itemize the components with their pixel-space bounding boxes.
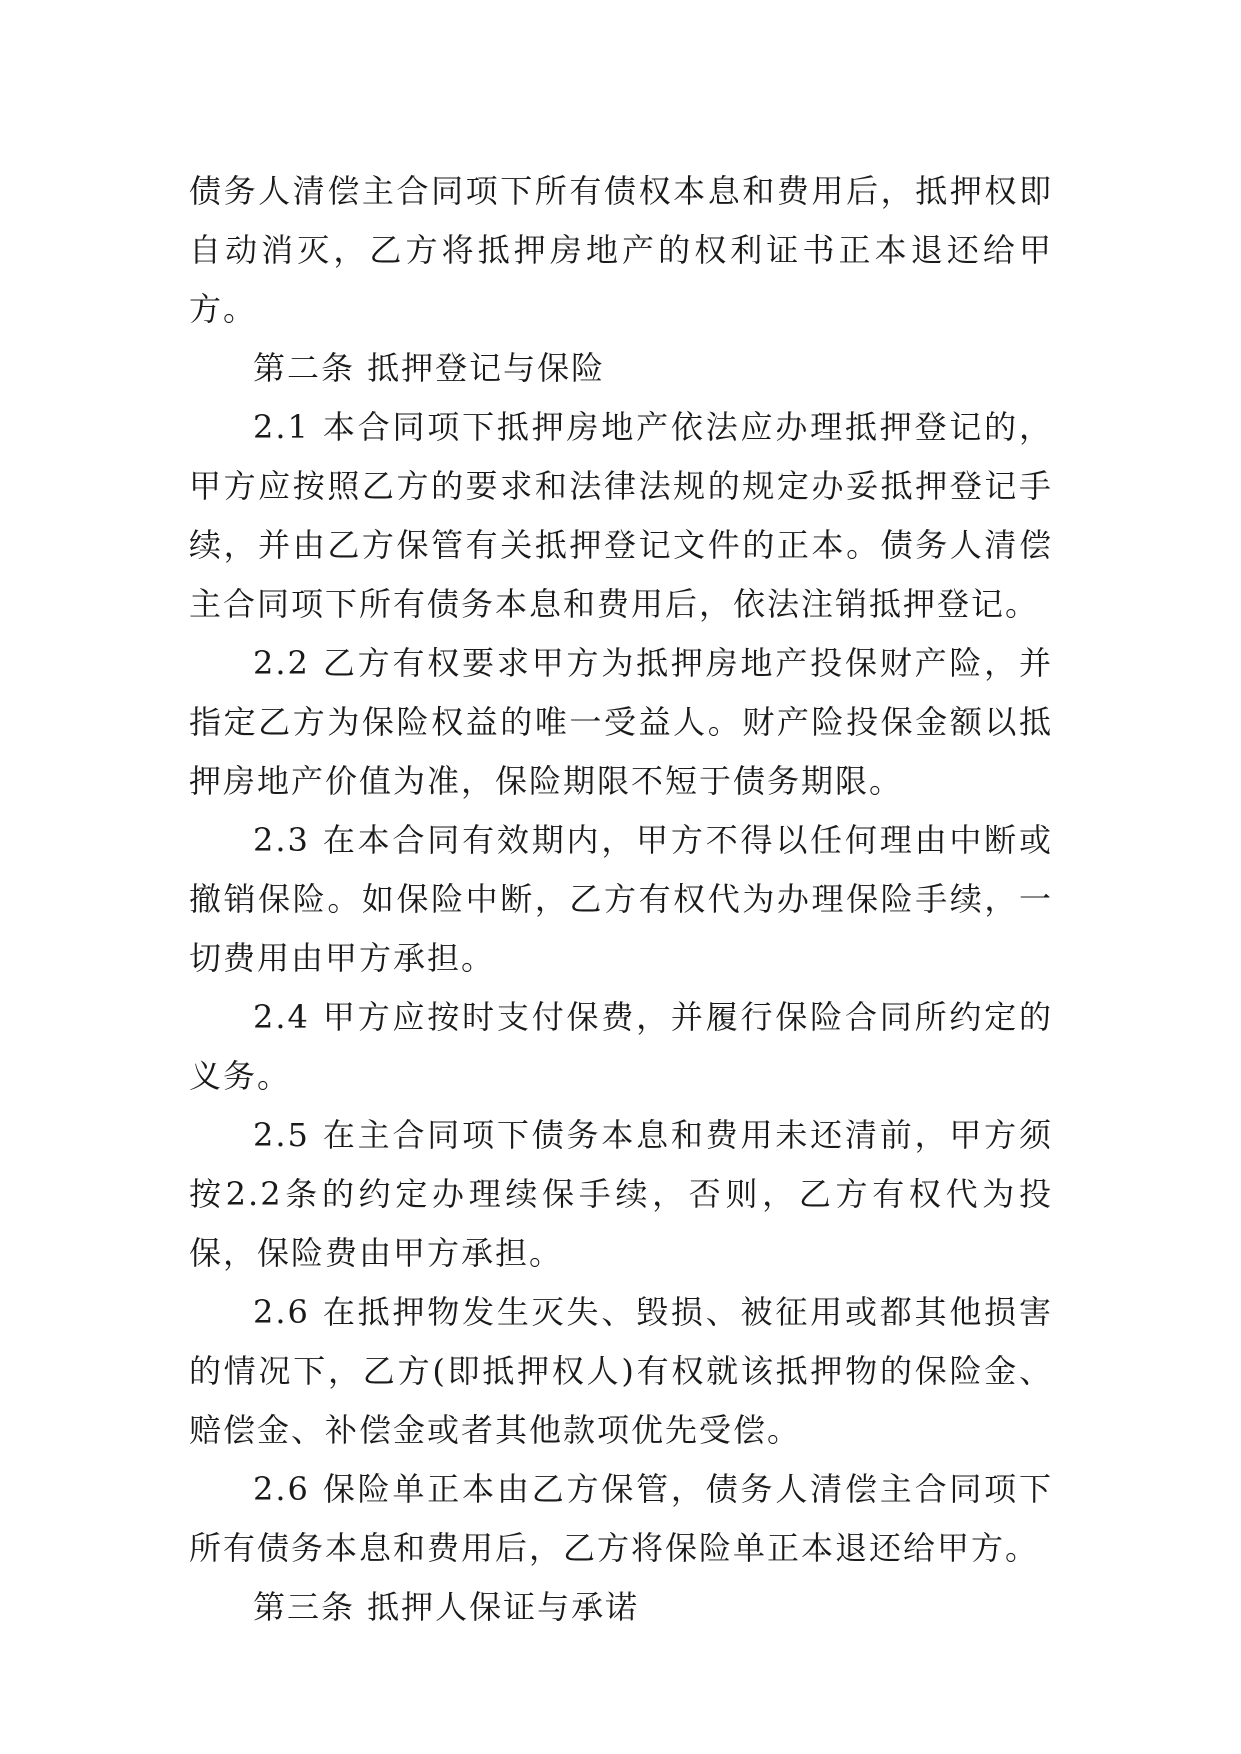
section-heading-article-2: 第二条 抵押登记与保险 (253, 349, 606, 387)
paragraph-2-1: 2.1 本合同项下抵押房地产依法应办理抵押登记的，甲方应按照乙方的要求和法律法规的规定办妥抵押登记手续，并由乙方保管有关抵押登记文件的正本。债务人清偿主合同项下所有债务本息和费用后，依法注销抵押登记。 (189, 408, 1053, 623)
section-heading-article-3: 第三条 抵押人保证与承诺 (253, 1588, 640, 1626)
paragraph-2-6-b: 2.6 保险单正本由乙方保管，债务人清偿主合同项下所有债务本息和费用后，乙方将保险单正本退还给甲方。 (189, 1470, 1053, 1567)
document-body (189, 162, 1053, 1637)
paragraph-2-5: 2.5 在主合同项下债务本息和费用未还清前，甲方须按2.2条的约定办理续保手续，否则，乙方有权代为投保，保险费由甲方承担。 (189, 1116, 1053, 1272)
paragraph-continuation: 债务人清偿主合同项下所有债权本息和费用后，抵押权即自动消灭，乙方将抵押房地产的权利证书正本退还给甲方。 (189, 172, 1053, 328)
paragraph-2-2: 2.2 乙方有权要求甲方为抵押房地产投保财产险，并指定乙方为保险权益的唯一受益人。财产险投保金额以抵押房地产价值为准，保险期限不短于债务期限。 (189, 644, 1053, 800)
paragraph-2-6-a: 2.6 在抵押物发生灭失、毁损、被征用或都其他损害的情况下，乙方(即抵押权人)有权就该抵押物的保险金、赔偿金、补偿金或者其他款项优先受偿。 (189, 1293, 1053, 1449)
paragraph-2-3: 2.3 在本合同有效期内，甲方不得以任何理由中断或撤销保险。如保险中断，乙方有权代为办理保险手续，一切费用由甲方承担。 (189, 821, 1053, 977)
paragraph-2-4: 2.4 甲方应按时支付保费，并履行保险合同所约定的义务。 (189, 998, 1053, 1095)
